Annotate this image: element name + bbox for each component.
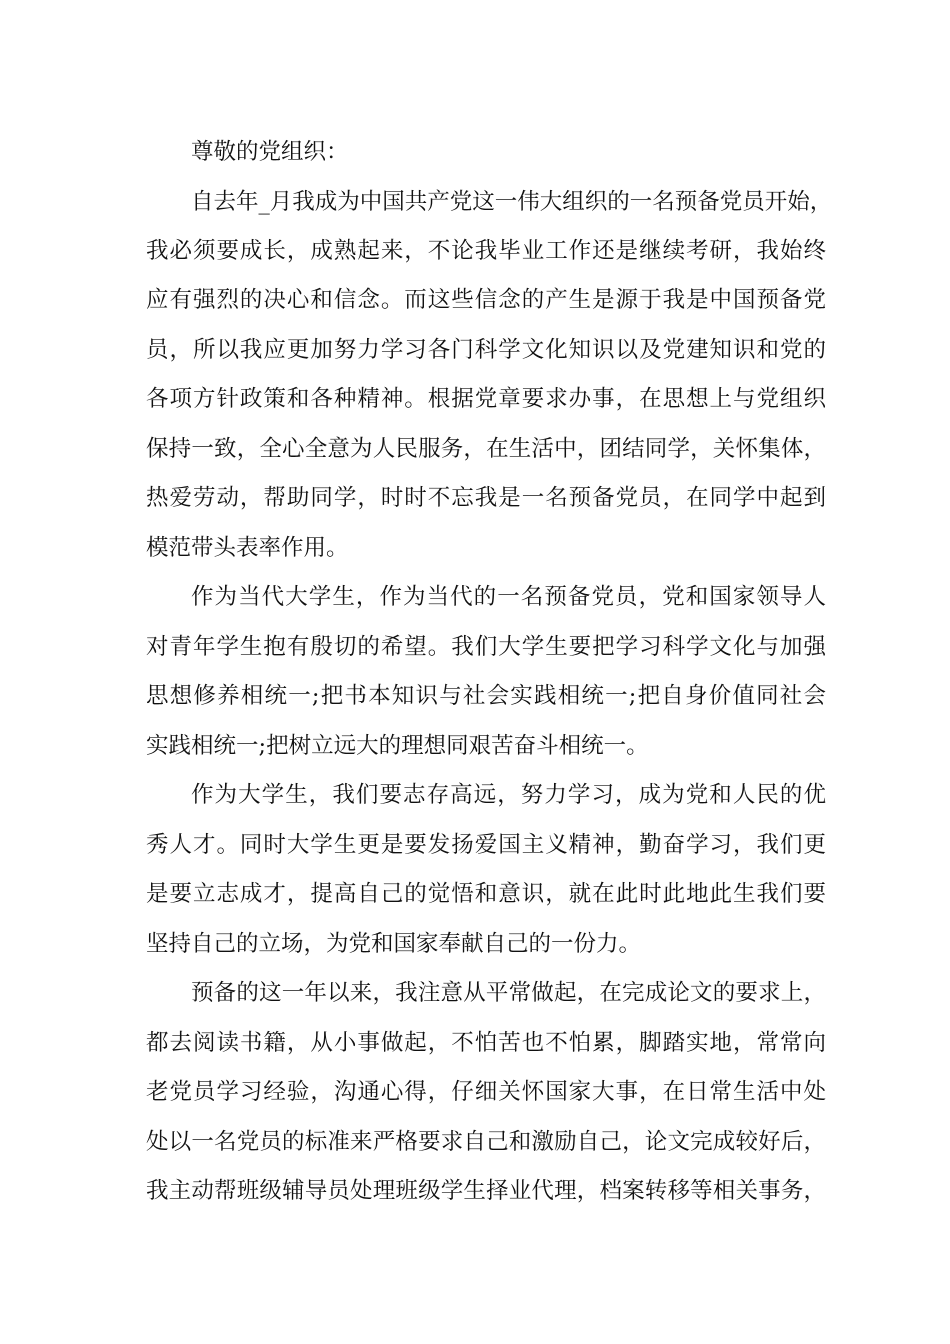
paragraph-3-line-2: 秀人才。同时大学生更是要发扬爱国主义精神，勤奋学习，我们更 <box>146 832 826 858</box>
paragraph-3-line-4: 坚持自己的立场，为党和国家奉献自己的一份力。 <box>146 931 642 957</box>
paragraph-2-line-4: 实践相统一;把树立远大的理想同艰苦奋斗相统一。 <box>146 733 649 759</box>
paragraph-4-line-1: 预备的这一年以来，我注意从平常做起，在完成论文的要求上， <box>191 980 826 1006</box>
paragraph-4-line-3: 老党员学习经验，沟通心得，仔细关怀国家大事，在日常生活中处 <box>146 1079 826 1105</box>
paragraph-1-line-8: 模范带头表率作用。 <box>146 535 349 561</box>
paragraph-1-line-5: 各项方针政策和各种精神。根据党章要求办事，在思想上与党组织 <box>146 386 826 412</box>
paragraph-1-line-2: 我必须要成长，成熟起来，不论我毕业工作还是继续考研，我始终 <box>146 238 826 264</box>
paragraph-1-line-4: 员，所以我应更加努力学习各门科学文化知识以及党建知识和党的 <box>146 337 826 363</box>
paragraph-1-line-3: 应有强烈的决心和信念。而这些信念的产生是源于我是中国预备党 <box>146 287 826 313</box>
salutation: 尊敬的党组织： <box>191 139 349 165</box>
paragraph-3-line-1: 作为大学生，我们要志存高远，努力学习，成为党和人民的优 <box>191 782 826 808</box>
paragraph-1-line-6: 保持一致，全心全意为人民服务，在生活中，团结同学，关怀集体， <box>146 436 826 462</box>
paragraph-2-line-1: 作为当代大学生，作为当代的一名预备党员，党和国家领导人 <box>191 584 826 610</box>
paragraph-4-line-5: 我主动帮班级辅导员处理班级学生择业代理，档案转移等相关事务， <box>146 1178 826 1204</box>
paragraph-4-line-2: 都去阅读书籍，从小事做起，不怕苦也不怕累，脚踏实地，常常向 <box>146 1030 826 1056</box>
paragraph-1-line-7: 热爱劳动，帮助同学，时时不忘我是一名预备党员，在同学中起到 <box>146 485 826 511</box>
paragraph-2-line-2: 对青年学生抱有殷切的希望。我们大学生要把学习科学文化与加强 <box>146 634 826 660</box>
paragraph-2-line-3: 思想修养相统一;把书本知识与社会实践相统一;把自身价值同社会 <box>146 683 826 709</box>
paragraph-3-line-3: 是要立志成才，提高自己的觉悟和意识，就在此时此地此生我们要 <box>146 881 826 907</box>
paragraph-1-line-1: 自去年_月我成为中国共产党这一伟大组织的一名预备党员开始， <box>191 189 833 215</box>
paragraph-4-line-4: 处以一名党员的标准来严格要求自己和激励自己，论文完成较好后， <box>146 1129 826 1155</box>
